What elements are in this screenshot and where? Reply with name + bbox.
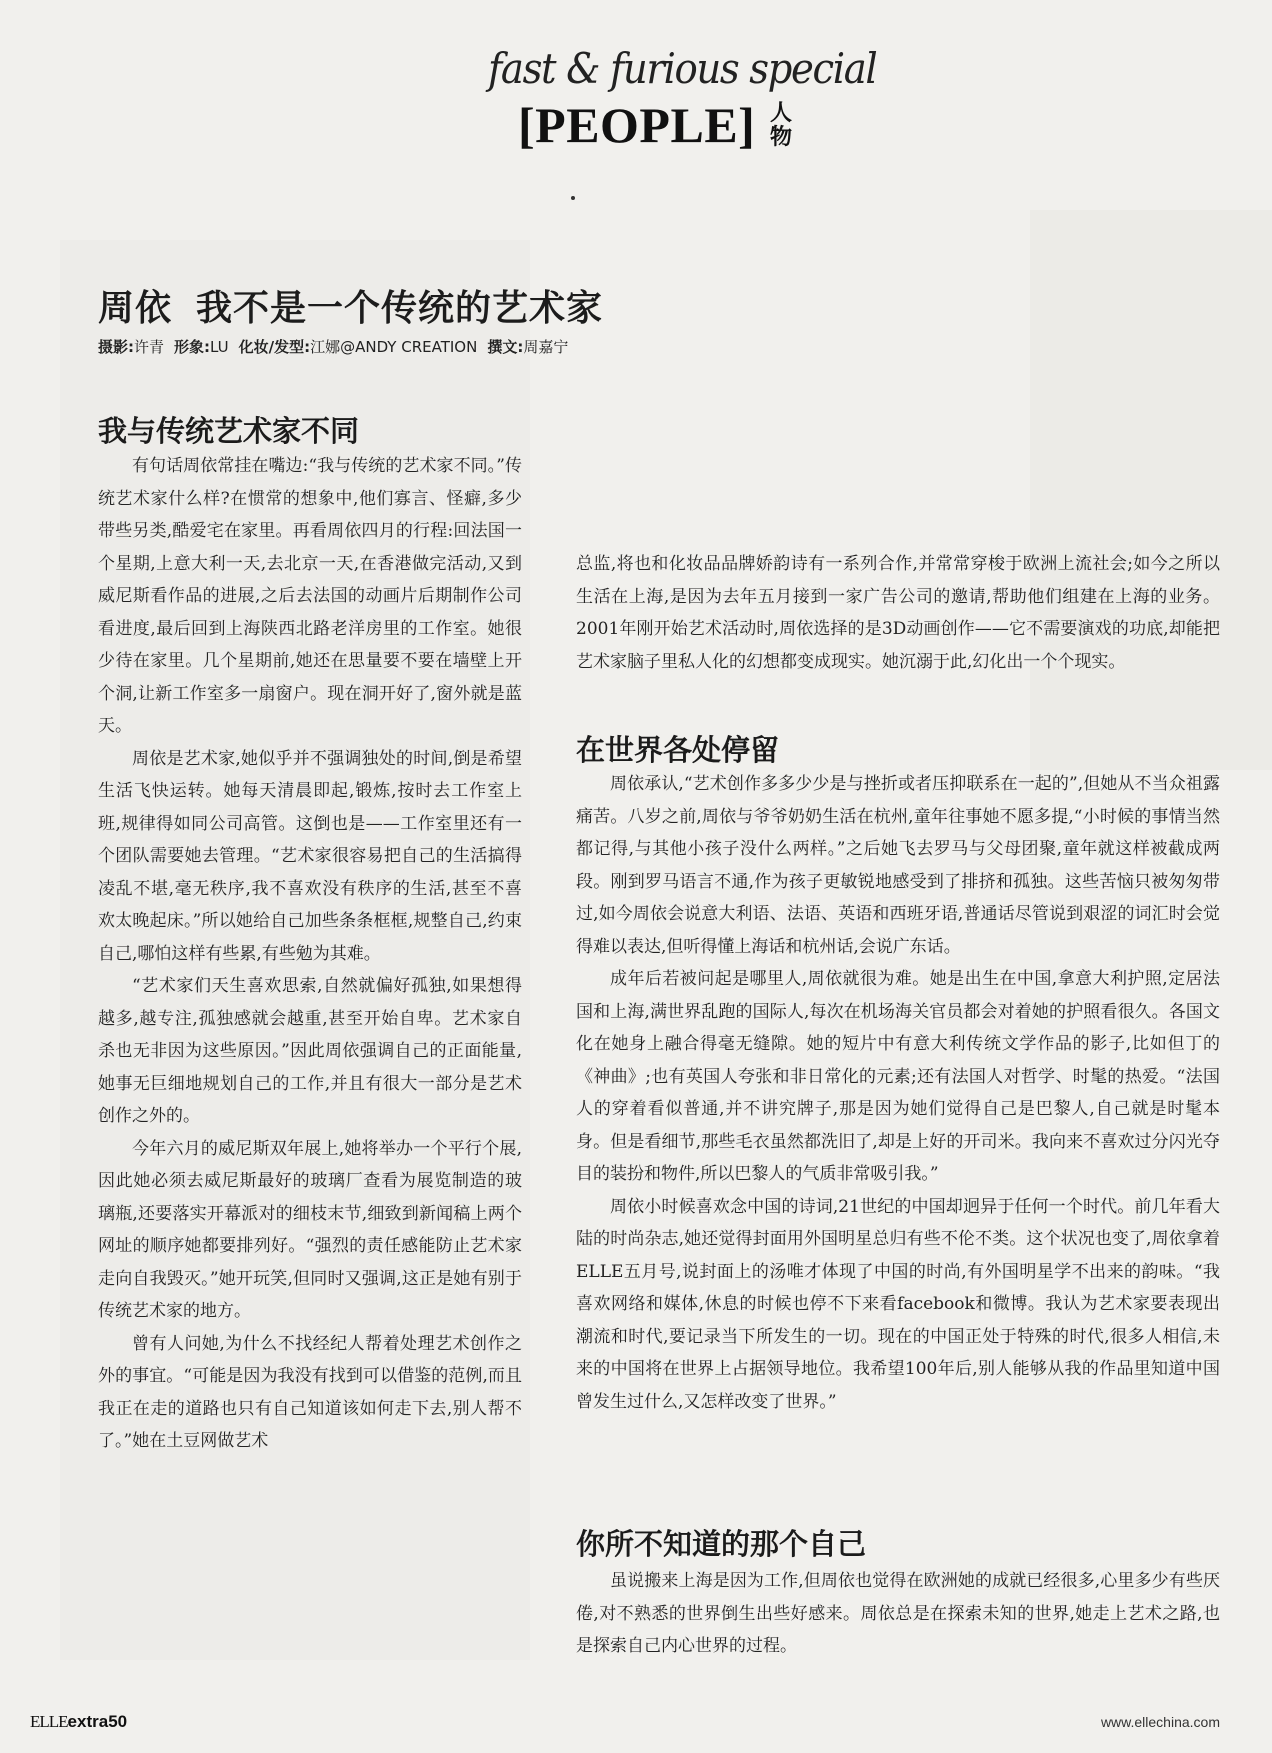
paragraph: “艺术家们天生喜欢思索,自然就偏好孤独,如果想得越多,越专注,孤独感就会越重,甚至开始自卑。艺术家自杀也无非因为这些原因。”因此周依强调自己的正面能量,她事无巨细地规划自己的工作,并且有很大一部分是艺术创作之外的。 — [98, 976, 522, 1126]
section2-heading: 在世界各处停留 — [576, 733, 780, 767]
credit-writer: 周嘉宁 — [523, 338, 569, 356]
footer-url[interactable]: www.ellechina.com — [1100, 1714, 1220, 1730]
credit-styling: LU — [210, 338, 229, 356]
header-section-name: [PEOPLE] — [518, 97, 756, 153]
footer-issue: extra50 — [67, 1712, 128, 1731]
paragraph: 有句话周依常挂在嘴边:“我与传统的艺术家不同。”传统艺术家什么样?在惯常的想象中,他们寡言、怪癖,多少带些另类,酷爱宅在家里。再看周依四月的行程:回法国一个星期,上意大利一天,去北京一天,在香港做完活动,又到威尼斯看作品的进展,之后去法国的动画片后期制作公司看进度,最后回到上海陕西北路老洋房里的工作室。她很少待在家里。几个星期前,她还在思量要不要在墙壁上开个洞,让新工作室多一扇窗户。现在洞开好了,窗外就是蓝天。 — [98, 456, 522, 736]
right-column-middle — [576, 768, 1220, 1418]
separator-dot — [571, 196, 575, 200]
paragraph: 周依是艺术家,她似乎并不强调独处的时间,倒是希望生活飞快运转。她每天清晨即起,锻炼,按时去工作室上班,规律得如同公司高管。这倒也是——工作室里还有一个团队需要她去管理。“艺术家很容易把自己的生活搞得凌乱不堪,毫无秩序,我不喜欢没有秩序的生活,甚至不喜欢太晚起床。”所以她给自己加些条条框框,规整自己,约束自己,哪怕这样有些累,有些勉为其难。 — [98, 748, 522, 964]
title-text: 我不是一个传统的艺术家 — [196, 288, 604, 329]
paragraph-continuation: 总监,将也和化妆品品牌娇韵诗有一系列合作,并常常穿梭于欧洲上流社会;如今之所以生活在上海,是因为去年五月接到一家广告公司的邀请,帮助他们组建在上海的业务。2001年刚开始艺术活动时,周依选择的是3D动画创作——它不需要演戏的功底,却能把艺术家脑子里私人化的幻想都变成现实。她沉溺于此,幻化出一个个现实。 — [576, 554, 1220, 672]
footer-folio — [30, 1712, 127, 1732]
credit-makeup: 江娜@ANDY CREATION — [310, 338, 478, 356]
credit-writer-label: 撰文: — [487, 338, 524, 356]
article-credits — [98, 336, 568, 357]
credit-styling-label: 形象: — [174, 338, 211, 356]
header-section-chinese: 人物 — [770, 101, 793, 150]
article-title — [98, 280, 603, 331]
paragraph: 周依承认,“艺术创作多多少少是与挫折或者压抑联系在一起的”,但她从不当众祖露痛苦。八岁之前,周依与爷爷奶奶生活在杭州,童年往事她不愿多提,“小时候的事情当然都记得,与其他小孩子没什么两样。”之后她飞去罗马与父母团聚,童年就这样被截成两段。刚到罗马语言不通,作为孩子更敏锐地感受到了排挤和孤独。这些苦恼只被匆匆带过,如今周依会说意大利语、法语、英语和西班牙语,普通话尽管说到艰涩的词汇时会觉得难以表达,但听得懂上海话和杭州话,会说广东话。 — [576, 774, 1220, 957]
footer-brand: ELLE — [30, 1712, 68, 1731]
paragraph: 成年后若被问起是哪里人,周依就很为难。她是出生在中国,拿意大利护照,定居法国和上海,满世界乱跑的国际人,每次在机场海关官员都会对着她的护照看很久。各国文化在她身上融合得毫无缝隙。她的短片中有意大利传统文学作品的影子,比如但丁的《神曲》;也有英国人夸张和非日常化的元素;还有法国人对哲学、时髦的热爱。“法国人的穿着看似普通,并不讲究牌子,那是因为她们觉得自己是巴黎人,自己就是时髦本身。但是看细节,那些毛衣虽然都洗旧了,却是上好的开司米。我向来不喜欢过分闪光夺目的装扮和物件,所以巴黎人的气质非常吸引我。” — [576, 969, 1220, 1184]
paragraph: 今年六月的威尼斯双年展上,她将举办一个平行个展,因此她必须去威尼斯最好的玻璃厂查看为展览制造的玻璃瓶,还要落实开幕派对的细枝末节,细致到新闻稿上两个网址的顺序她都要排列好。“强烈的责任感能防止艺术家走向自我毁灭。”她开玩笑,但同时又强调,这正是她有别于传统艺术家的地方。 — [98, 1138, 522, 1321]
right-column-bottom — [576, 1565, 1220, 1663]
paragraph: 周依小时候喜欢念中国的诗词,21世纪的中国却迥异于任何一个时代。前几年看大陆的时尚杂志,她还觉得封面用外国明星总归有些不伦不类。这个状况也变了,周依拿着ELLE五月号,说封面上的汤唯才体现了中国的时尚,有外国明星学不出来的韵味。“我喜欢网络和媒体,休息的时候也停不下来看facebook和微博。我认为艺术家要表现出潮流和时代,要记录当下所发生的一切。现在的中国正处于特殊的时代,很多人相信,未来的中国将在世界上占据领导地位。我希望100年后,别人能够从我的作品里知道中国曾发生过什么,又怎样改变了世界。” — [576, 1196, 1220, 1412]
section1-heading: 我与传统艺术家不同 — [98, 414, 360, 448]
credit-makeup-label: 化妆/发型: — [238, 338, 311, 356]
credit-photo-label: 摄影: — [98, 338, 134, 356]
credit-photo: 许青 — [134, 338, 165, 356]
left-column — [98, 450, 522, 1458]
paragraph: 曾有人问她,为什么不找经纪人帮着处理艺术创作之外的事宜。“可能是因为我没有找到可以借鉴的范例,而且我正在走的道路也只有自己知道该如何走下去,别人帮不了。”她在土豆网做艺术 — [98, 1333, 522, 1451]
header-tagline: fast & furious special — [488, 44, 877, 93]
title-name: 周依 — [98, 288, 173, 329]
right-column-top — [576, 548, 1220, 678]
paragraph: 虽说搬来上海是因为工作,但周依也觉得在欧洲她的成就已经很多,心里多少有些厌倦,对不熟悉的世界倒生出些好感来。周依总是在探索未知的世界,她走上艺术之路,也是探索自己内心世界的过程。 — [576, 1571, 1220, 1656]
section-header — [440, 40, 877, 153]
section3-heading: 你所不知道的那个自己 — [576, 1527, 867, 1561]
background-photo-shade-right — [1030, 210, 1272, 770]
